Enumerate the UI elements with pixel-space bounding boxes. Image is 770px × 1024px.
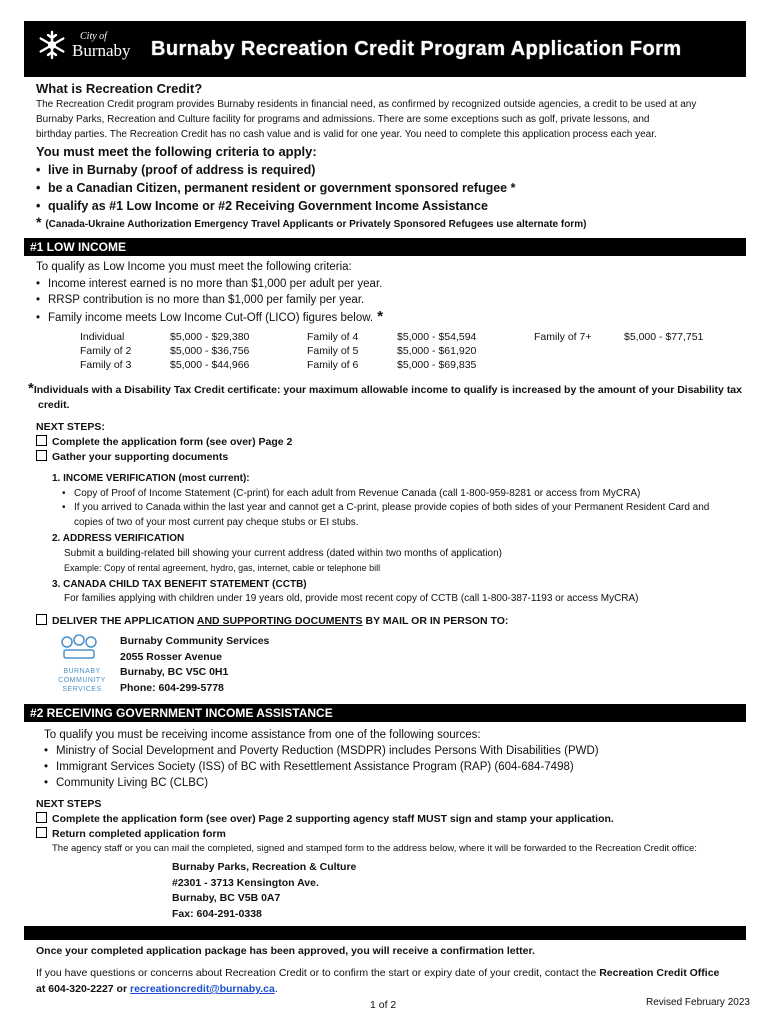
lico-label: Family of 4 [307,331,359,343]
gov-assist-lead: To qualify you must be receiving income assistance from one of the following sources: [44,729,481,741]
gov-assist-criteria [44,727,599,791]
lico-range: $5,000 - $44,966 [170,359,250,371]
lico-label: Family of 7+ [534,331,592,343]
lico-label: Family of 2 [80,345,132,357]
lico-table [80,330,703,372]
low-income-item: • Income interest earned is no more than $1,000 per adult per year. [36,276,383,293]
checkbox[interactable] [36,450,47,461]
criteria-item: • be a Canadian Citizen, permanent resident or government sponsored refugee * [36,179,515,197]
lico-range: $5,000 - $54,594 [397,331,477,343]
deliver-instruction: DELIVER THE APPLICATION AND SUPPORTING DOCUMENTS BY MAIL OR IN PERSON TO: [36,614,508,627]
refugee-footnote-text: (Canada-Ukraine Authorization Emergency Travel Applicants or Privately Sponsored Refugees use alternate form) [45,219,587,230]
mail-note: The agency staff or you can mail the completed, signed and stamped form to the address below, where it will be forwarded to the Recreation Credit office: [52,843,697,854]
next-steps-heading: NEXT STEPS: [36,421,105,433]
intro-line-2: Burnaby Parks, Recreation and Culture facility for programs and admissions. There are some exceptions such as golf, private lessons, and [36,114,650,125]
footer-bar [24,926,746,940]
gov-assist-item: • Community Living BC (CLBC) [44,775,599,791]
income-verification-title: 1. INCOME VERIFICATION (most current): [52,473,250,484]
lico-row [80,358,703,372]
intro-line-1: The Recreation Credit program provides Burnaby residents in financial need, as confirmed by recognized outside agencies, a credit to be used at any [36,99,697,110]
criteria-list [36,161,515,215]
checkbox[interactable] [36,614,47,625]
bcs-address: Burnaby Community Services 2055 Rosser Avenue Burnaby, BC V5C 0H1 Phone: 604-299-5778 [120,635,270,694]
community-logo-icon [52,632,112,662]
lico-range: $5,000 - $36,756 [170,345,250,357]
email-link[interactable]: recreationcredit@burnaby.ca [129,983,275,995]
bcs-logo: BURNABY COMMUNITY SERVICES [52,632,112,694]
logo-city-text: City of [80,30,107,42]
checkbox[interactable] [36,812,47,823]
checkbox[interactable] [36,435,47,446]
confirmation-note: Once your completed application package has been approved, you will receive a confirmation letter. [36,945,535,957]
lico-row [80,344,703,358]
criteria-heading: You must meet the following criteria to apply: [36,144,317,159]
next-steps-heading: NEXT STEPS [36,798,102,810]
snowflake-icon [36,29,68,61]
low-income-lead: To qualify as Low Income you must meet the following criteria: [36,261,352,273]
lico-label: Individual [80,331,125,343]
intro-line-3: birthday parties. The Recreation Credit has no cash value and is valid for one year. You need to complete this application process each year. [36,129,657,140]
checkbox[interactable] [36,827,47,838]
gov-assist-bar: #2 RECEIVING GOVERNMENT INCOME ASSISTANCE [24,704,746,722]
parks-address: Burnaby Parks, Recreation & Culture #2301 - 3713 Kensington Ave. Burnaby, BC V5B 0A7 Fax: 604-291-0338 [172,861,357,920]
city-logo [36,29,131,61]
address-verification-title: 2. ADDRESS VERIFICATION [52,533,185,544]
gov-assist-item: • Immigrant Services Society (ISS) of BC with Resettlement Assistance Program (RAP) (604-684-7498) [44,759,599,775]
cctb-title: 3. CANADA CHILD TAX BENEFIT STATEMENT (CCTB) [52,578,307,590]
refugee-footnote: * (Canada-Ukraine Authorization Emergency Travel Applicants or Privately Sponsored Refugees use alternate form) [36,214,587,230]
lico-range: $5,000 - $29,380 [170,331,250,343]
disability-note: *Individuals with a Disability Tax Credit certificate: your maximum allowable income to qualify is increased by the amount of your Disability tax credit. [28,380,742,411]
lico-label: Family of 3 [80,359,132,371]
contact-info: If you have questions or concerns about Recreation Credit or to confirm the start or expiry date of your credit, contact the Recreation Credit Office at 604-320-2227 or recreationcredit@burnaby.ca. [36,967,720,995]
low-income-item: • RRSP contribution is no more than $1,000 per family per year. [36,292,383,309]
low-income-criteria [36,259,383,326]
criteria-item: • live in Burnaby (proof of address is required) [36,161,515,179]
intro-heading: What is Recreation Credit? [36,81,203,96]
logo-name-text: Burnaby [72,40,131,60]
supporting-docs: 1. INCOME VERIFICATION (most current): • Copy of Proof of Income Statement (C-print) for each adult from Revenue Canada (call 1-800-959-8281 or access from MyCRA) • If you arrived to Canada within the last year and cannot get a C-print, please provide copies of both sides of your Permanent Resident Card and copies of two of your most current pay cheque stubs or EI stubs. 2. ADDRESS VERIFICATION Submit a building-related bill showing your current address (dated within two months of application) Example: Copy of rental agreement, hydro, gas, internet, cable or telephone bill 3. CANADA CHILD TAX BENEFIT STATEMENT (CCTB) For families applying with children under 19 years old, provide most recent copy of CCTB (call 1-800-387-1193 or access MyCRA) [52,472,752,607]
intro-paragraph [36,97,756,142]
lico-row [80,330,703,344]
revised-date: Revised February 2023 [646,997,750,1008]
page-number: 1 of 2 [370,999,397,1011]
lico-range: $5,000 - $69,835 [397,359,477,371]
lico-range: $5,000 - $77,751 [624,331,704,343]
page-title: Burnaby Recreation Credit Program Application Form [151,38,682,60]
low-income-bar: #1 LOW INCOME [24,238,746,256]
criteria-item: • qualify as #1 Low Income or #2 Receiving Government Income Assistance [36,197,515,215]
low-income-item: • Family income meets Low Income Cut-Off (LICO) figures below. * [36,309,383,327]
lico-label: Family of 5 [307,345,359,357]
header-banner [24,21,746,77]
gov-assist-item: • Ministry of Social Development and Poverty Reduction (MSDPR) includes Persons With Disabilities (PWD) [44,743,599,759]
next-steps-2: NEXT STEPS Complete the application form (see over) Page 2 supporting agency staff MUST sign and stamp your application. Return completed application form [36,798,614,840]
lico-range: $5,000 - $61,920 [397,345,477,357]
lico-label: Family of 6 [307,359,359,371]
next-steps-1: NEXT STEPS: Complete the application form (see over) Page 2 Gather your supporting documents [36,421,293,463]
